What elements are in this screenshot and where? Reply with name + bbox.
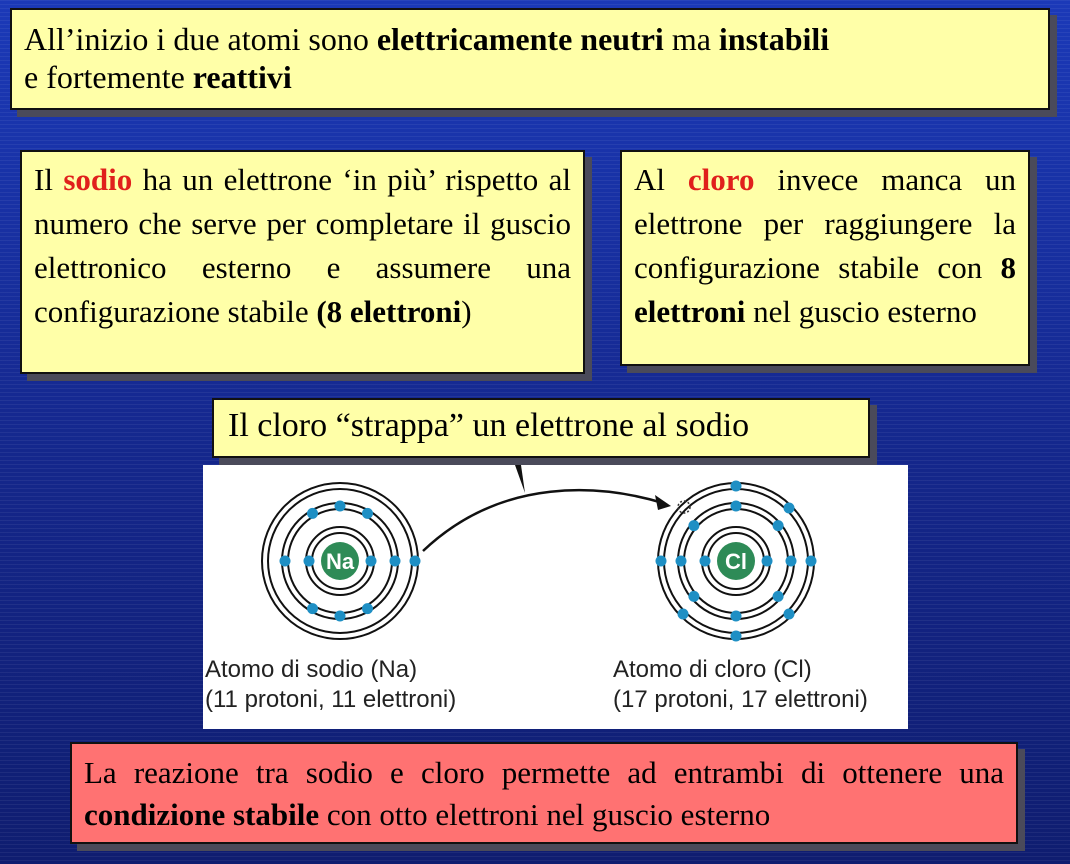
chlorine-electron [678, 609, 689, 620]
callout-box [212, 398, 870, 458]
chlorine-electron [688, 520, 699, 531]
chlorine-bold: 8 elettroni [634, 250, 1016, 329]
atom-diagram [203, 465, 908, 729]
sodium-electron [410, 556, 421, 567]
conclusion-text: con otto elettroni nel guscio esterno [319, 797, 771, 832]
chlorine-electron [731, 611, 742, 622]
sodium-box [20, 150, 585, 374]
arrowhead [655, 495, 671, 510]
intro-text: e fortemente [24, 59, 193, 96]
intro-text: ma [663, 21, 719, 57]
chlorine-electron [688, 591, 699, 602]
chlorine-caption [613, 655, 868, 715]
intro-bold-unstable: instabili [718, 21, 830, 57]
sodium-caption-line2: (11 protoni, 11 elettroni) [205, 686, 457, 713]
sodium-electron [362, 603, 373, 614]
sodium-caption [205, 655, 456, 715]
sodium-electron [362, 508, 373, 519]
chlorine-caption-line1: Atomo di cloro (Cl) [613, 656, 812, 683]
chlorine-electron [784, 609, 795, 620]
chlorine-box [620, 150, 1030, 366]
chlorine-highlight: cloro [687, 162, 755, 197]
sodium-electron [304, 556, 315, 567]
sodium-atom [262, 483, 421, 639]
chlorine-electron [700, 556, 711, 567]
conclusion-box [70, 742, 1018, 844]
callout-text: Il cloro “strappa” un elettrone al sodio [228, 407, 750, 444]
chlorine-electron [762, 556, 773, 567]
chlorine-electron [784, 503, 795, 514]
sodium-electron [307, 603, 318, 614]
sodium-electron [335, 611, 346, 622]
sodium-text: Il [34, 162, 64, 197]
sodium-text: ha un elettrone ‘in più’ rispetto al numero che serve per completare il guscio elettronico esterno e assumere una configurazione stabile [34, 162, 571, 329]
sodium-text: ) [461, 294, 472, 329]
chlorine-electron [676, 556, 687, 567]
sodium-electron [335, 501, 346, 512]
transfer-arrow [423, 490, 663, 551]
sodium-electron [307, 508, 318, 519]
sodium-electron [390, 556, 401, 567]
chlorine-electron [786, 556, 797, 567]
chlorine-electron [731, 501, 742, 512]
sodium-bold: (8 elettroni [316, 294, 462, 329]
chlorine-electron [731, 631, 742, 642]
conclusion-text: La reazione tra sodio e cloro permette ad entrambi di ottenere una [84, 755, 1004, 790]
chlorine-electron [731, 481, 742, 492]
callout-pointer [515, 465, 525, 493]
intro-bold-reactive: reattivi [192, 59, 292, 96]
sodium-highlight: sodio [63, 162, 133, 197]
chlorine-caption-line2: (17 protoni, 17 elettroni) [613, 686, 868, 713]
sodium-symbol: Na [325, 549, 355, 574]
chlorine-electron [773, 520, 784, 531]
sodium-electron [280, 556, 291, 567]
chlorine-atom [656, 481, 817, 642]
intro-box [10, 8, 1050, 110]
chlorine-text: nel guscio esterno [745, 294, 977, 329]
intro-text: All’inizio i due atomi sono [24, 21, 377, 57]
chlorine-electron [773, 591, 784, 602]
sodium-caption-line1: Atomo di sodio (Na) [205, 656, 418, 683]
chlorine-electron [806, 556, 817, 567]
chlorine-electron [656, 556, 667, 567]
sodium-electron [366, 556, 377, 567]
conclusion-bold: condizione stabile [84, 797, 320, 832]
chlorine-symbol: Cl [725, 549, 747, 574]
chlorine-text: invece manca un elettrone per raggiungere la configurazione stabile con [634, 162, 1017, 285]
intro-bold-neutral: elettricamente neutri [376, 21, 664, 57]
chlorine-text: Al [634, 162, 688, 197]
